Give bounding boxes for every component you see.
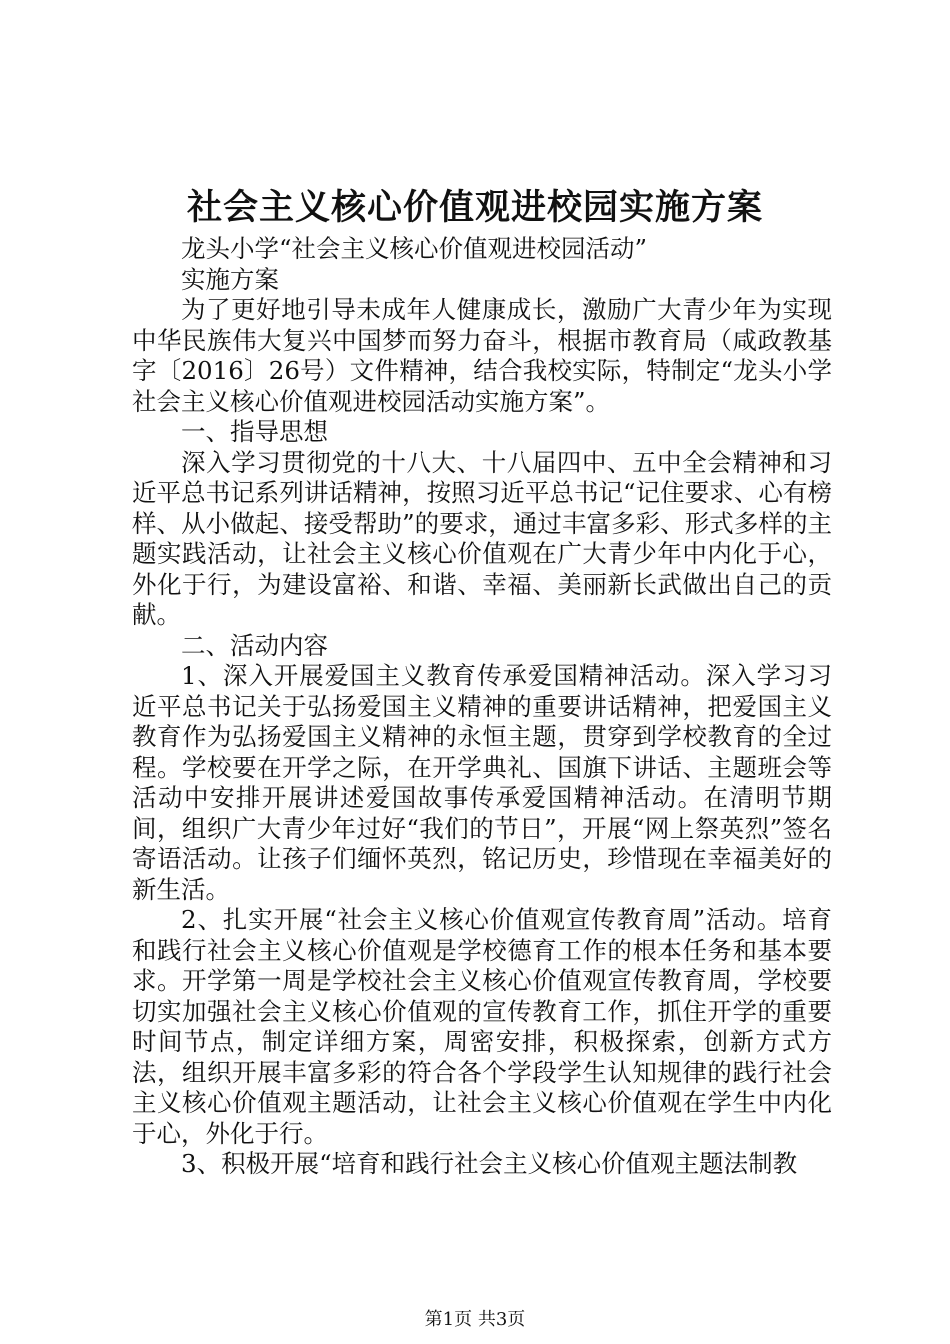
activity-item-paragraph: 1、深入开展爱国主义教育传承爱国精神活动。深入学习习近平总书记关于弘扬爱国主义精神的重要讲话精神，把爱国主义教育作为弘扬爱国主义精神的永恒主题，贯穿到学校教育的全过程。学校要在开学之际，在开学典礼、国旗下讲话、主题班会等活动中安排开展讲述爱国故事传承爱国精神活动。在清明节期间，组织广大青少年过好“我们的节日”，开展“网上祭英烈”签名寄语活动。让孩子们缅怀英烈，铭记历史，珍惜现在幸福美好的新生活。: [132, 661, 832, 904]
subtitle-line: 实施方案: [181, 264, 279, 294]
activity-item-paragraph: 3、积极开展“培育和践行社会主义核心价值观主题法制教: [181, 1149, 798, 1178]
page-number-footer: 第1页 共3页: [424, 1309, 526, 1330]
document-body: [132, 234, 832, 1180]
subtitle-line: 龙头小学“社会主义核心价值观进校园活动”: [181, 234, 648, 263]
intro-paragraph: 为了更好地引导未成年人健康成长，激励广大青少年为实现中华民族伟大复兴中国梦而努力奋斗，根据市教育局（咸政教基字〔2016〕26号）文件精神，结合我校实际，特制定“龙头小学社会主义核心价值观进校园活动实施方案”。: [132, 295, 832, 416]
section-heading: 一、指导思想: [181, 417, 328, 446]
document-title: 社会主义核心价值观进校园实施方案: [186, 187, 763, 228]
activity-item-paragraph: 2、扎实开展“社会主义核心价值观宣传教育周”活动。培育和践行社会主义核心价值观是学校德育工作的根本任务和基本要求。开学第一周是学校社会主义核心价值观宣传教育周，学校要切实加强社会主义核心价值观的宣传教育工作，抓住开学的重要时间节点，制定详细方案，周密安排，积极探索，创新方式方法，组织开展丰富多彩的符合各个学段学生认知规律的践行社会主义核心价值观主题活动，让社会主义核心价值观在学生中内化于心，外化于行。: [132, 905, 832, 1148]
guiding-thought-paragraph: 深入学习贯彻党的十八大、十八届四中、五中全会精神和习近平总书记系列讲话精神，按照习近平总书记“记住要求、心有榜样、从小做起、接受帮助”的要求，通过丰富多彩、形式多样的主题实践活动，让社会主义核心价值观在广大青少年中内化于心，外化于行，为建设富裕、和谐、幸福、美丽新长武做出自己的贡献。: [132, 447, 832, 629]
section-heading: 二、活动内容: [181, 630, 328, 660]
